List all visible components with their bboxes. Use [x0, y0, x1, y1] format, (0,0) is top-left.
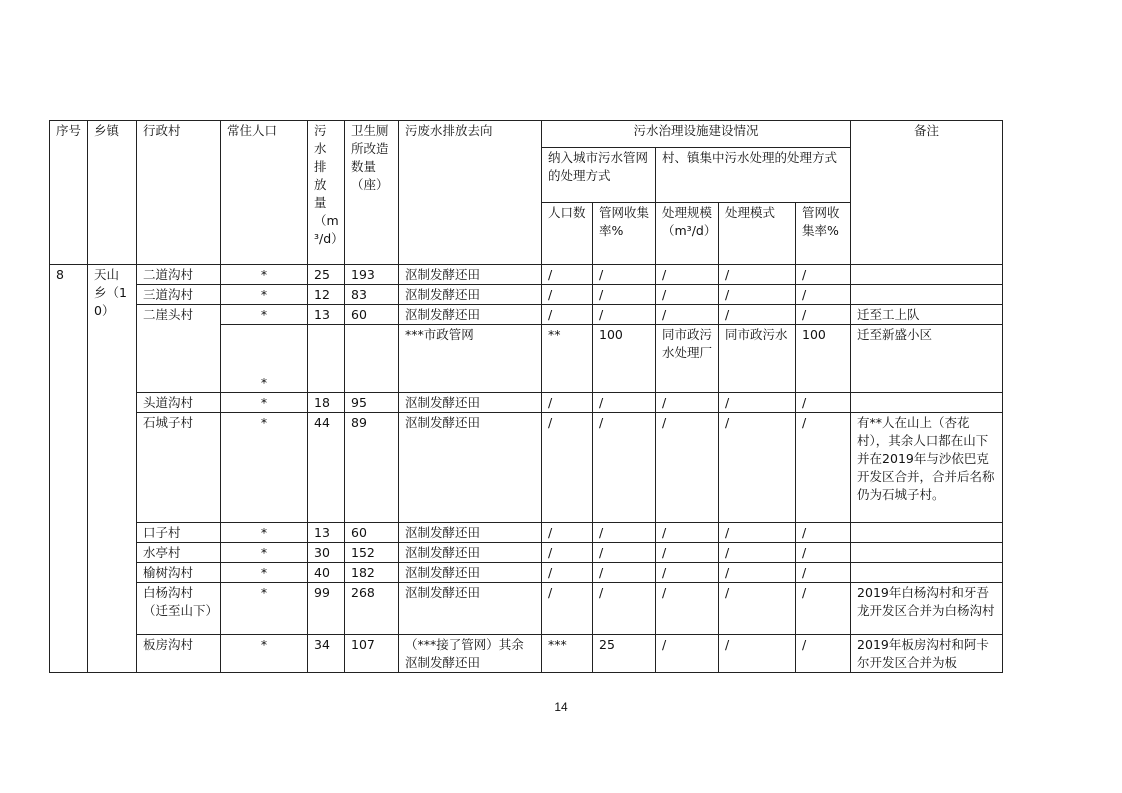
- discharge-cell: 沤制发酵还田: [399, 583, 542, 635]
- scale-cell: /: [656, 563, 719, 583]
- population-count-cell: /: [542, 285, 593, 305]
- scale-cell: /: [656, 413, 719, 523]
- village-cell: 榆树沟村: [137, 563, 221, 583]
- village-cell: 三道沟村: [137, 285, 221, 305]
- population-cell: *: [221, 563, 308, 583]
- header-remark: 备注: [851, 121, 1003, 265]
- toilet-count-cell: 89: [345, 413, 399, 523]
- discharge-cell: 沤制发酵还田: [399, 413, 542, 523]
- remark-cell: 迁至新盛小区: [851, 325, 1003, 393]
- remark-cell: 有**人在山上（杏花村），其余人口都在山下并在2019年与沙依巴克开发区合并，合并后名称仍为石城子村。: [851, 413, 1003, 523]
- remark-cell: [851, 265, 1003, 285]
- pipe-rate-cell: /: [796, 413, 851, 523]
- mode-cell: /: [719, 543, 796, 563]
- collection-rate-cell: 25: [593, 635, 656, 673]
- volume-cell: 99: [308, 583, 345, 635]
- collection-rate-cell: /: [593, 393, 656, 413]
- table-row: [50, 563, 1003, 583]
- table-row: [50, 583, 1003, 635]
- header-seq: 序号: [50, 121, 88, 265]
- population-cell: *: [221, 583, 308, 635]
- village-cell: 板房沟村: [137, 635, 221, 673]
- volume-cell: 30: [308, 543, 345, 563]
- collection-rate-cell: /: [593, 265, 656, 285]
- population-cell: *: [221, 635, 308, 673]
- population-cell: *: [221, 325, 308, 393]
- table-row: [50, 523, 1003, 543]
- population-count-cell: /: [542, 413, 593, 523]
- scale-cell: /: [656, 305, 719, 325]
- discharge-cell: 沤制发酵还田: [399, 393, 542, 413]
- header-collection-rate: 管网收集率%: [593, 203, 656, 265]
- scale-cell: /: [656, 523, 719, 543]
- scale-cell: /: [656, 583, 719, 635]
- remark-cell: 迁至工上队: [851, 305, 1003, 325]
- population-cell: *: [221, 413, 308, 523]
- pipe-rate-cell: /: [796, 523, 851, 543]
- population-cell: *: [221, 265, 308, 285]
- pipe-rate-cell: /: [796, 305, 851, 325]
- population-count-cell: /: [542, 305, 593, 325]
- collection-rate-cell: /: [593, 563, 656, 583]
- toilet-count-cell: 60: [345, 305, 399, 325]
- remark-cell: [851, 393, 1003, 413]
- header-mode: 处理模式: [719, 203, 796, 265]
- header-village-treatment: 村、镇集中污水处理的处理方式: [656, 148, 851, 203]
- header-city-network: 纳入城市污水管网的处理方式: [542, 148, 656, 203]
- table-row: [50, 543, 1003, 563]
- village-cell: 口子村: [137, 523, 221, 543]
- population-count-cell: /: [542, 543, 593, 563]
- pipe-rate-cell: /: [796, 265, 851, 285]
- population-count-cell: /: [542, 393, 593, 413]
- volume-cell: 44: [308, 413, 345, 523]
- collection-rate-cell: 100: [593, 325, 656, 393]
- remark-cell: 2019年板房沟村和阿卡尔开发区合并为板: [851, 635, 1003, 673]
- scale-cell: /: [656, 635, 719, 673]
- toilet-count-cell: 60: [345, 523, 399, 543]
- remark-cell: 2019年白杨沟村和牙吾龙开发区合并为白杨沟村: [851, 583, 1003, 635]
- mode-cell: /: [719, 563, 796, 583]
- toilet-count-cell: 268: [345, 583, 399, 635]
- volume-cell: 18: [308, 393, 345, 413]
- discharge-cell: 沤制发酵还田: [399, 265, 542, 285]
- village-cell: 白杨沟村（迁至山下）: [137, 583, 221, 635]
- header-pop-count: 人口数: [542, 203, 593, 265]
- scale-cell: /: [656, 543, 719, 563]
- population-cell: *: [221, 305, 308, 325]
- pipe-rate-cell: 100: [796, 325, 851, 393]
- volume-cell: 13: [308, 523, 345, 543]
- population-count-cell: /: [542, 523, 593, 543]
- discharge-cell: ***市政管网: [399, 325, 542, 393]
- discharge-cell: （***接了管网）其余沤制发酵还田: [399, 635, 542, 673]
- collection-rate-cell: /: [593, 543, 656, 563]
- mode-cell: /: [719, 265, 796, 285]
- population-cell: *: [221, 393, 308, 413]
- pipe-rate-cell: /: [796, 635, 851, 673]
- table-row: [50, 635, 1003, 673]
- pipe-rate-cell: /: [796, 285, 851, 305]
- discharge-cell: 沤制发酵还田: [399, 543, 542, 563]
- population-count-cell: /: [542, 583, 593, 635]
- discharge-cell: 沤制发酵还田: [399, 563, 542, 583]
- header-scale: 处理规模（m³/d）: [656, 203, 719, 265]
- toilet-count-cell: 83: [345, 285, 399, 305]
- population-cell: *: [221, 523, 308, 543]
- remark-cell: [851, 563, 1003, 583]
- pipe-rate-cell: /: [796, 583, 851, 635]
- collection-rate-cell: /: [593, 583, 656, 635]
- population-cell: *: [221, 543, 308, 563]
- mode-cell: /: [719, 523, 796, 543]
- header-population: 常住人口: [221, 121, 308, 265]
- toilet-count-cell: 182: [345, 563, 399, 583]
- mode-cell: /: [719, 285, 796, 305]
- header-toilet-count: 卫生厕所改造数量（座）: [345, 121, 399, 265]
- table-row: [50, 265, 1003, 285]
- mode-cell: /: [719, 635, 796, 673]
- remark-cell: [851, 523, 1003, 543]
- mode-cell: /: [719, 305, 796, 325]
- village-cell: 二道沟村: [137, 265, 221, 285]
- volume-cell: 12: [308, 285, 345, 305]
- pipe-rate-cell: /: [796, 563, 851, 583]
- toilet-count-cell: 107: [345, 635, 399, 673]
- header-facility: 污水治理设施建设情况: [542, 121, 851, 148]
- volume-cell: 13: [308, 305, 345, 325]
- scale-cell: /: [656, 393, 719, 413]
- population-cell: *: [221, 285, 308, 305]
- pipe-rate-cell: /: [796, 393, 851, 413]
- header-discharge: 污废水排放去向: [399, 121, 542, 265]
- header-town: 乡镇: [88, 121, 137, 265]
- volume-cell: 40: [308, 563, 345, 583]
- volume-cell: [308, 325, 345, 393]
- village-cell: 水亭村: [137, 543, 221, 563]
- header-sewage-volume: 污水排放量（m³/d）: [308, 121, 345, 265]
- scale-cell: /: [656, 285, 719, 305]
- sewage-facility-table: [49, 120, 1003, 673]
- village-cell: 二崖头村: [137, 305, 221, 393]
- collection-rate-cell: /: [593, 413, 656, 523]
- village-cell: 头道沟村: [137, 393, 221, 413]
- table-body: [50, 265, 1003, 673]
- population-count-cell: /: [542, 563, 593, 583]
- seq-cell: 8: [50, 265, 88, 673]
- header-village: 行政村: [137, 121, 221, 265]
- scale-cell: /: [656, 265, 719, 285]
- collection-rate-cell: /: [593, 523, 656, 543]
- toilet-count-cell: [345, 325, 399, 393]
- village-cell: 石城子村: [137, 413, 221, 523]
- remark-cell: [851, 285, 1003, 305]
- pipe-rate-cell: /: [796, 543, 851, 563]
- scale-cell: 同市政污水处理厂: [656, 325, 719, 393]
- toilet-count-cell: 95: [345, 393, 399, 413]
- collection-rate-cell: /: [593, 285, 656, 305]
- mode-cell: 同市政污水: [719, 325, 796, 393]
- table-row: [50, 305, 1003, 325]
- discharge-cell: 沤制发酵还田: [399, 523, 542, 543]
- remark-cell: [851, 543, 1003, 563]
- collection-rate-cell: /: [593, 305, 656, 325]
- toilet-count-cell: 193: [345, 265, 399, 285]
- page-number: 14: [554, 700, 568, 714]
- toilet-count-cell: 152: [345, 543, 399, 563]
- discharge-cell: 沤制发酵还田: [399, 285, 542, 305]
- population-count-cell: ***: [542, 635, 593, 673]
- volume-cell: 34: [308, 635, 345, 673]
- mode-cell: /: [719, 413, 796, 523]
- header-pipe-rate: 管网收集率%: [796, 203, 851, 265]
- volume-cell: 25: [308, 265, 345, 285]
- table-row: [50, 413, 1003, 523]
- mode-cell: /: [719, 583, 796, 635]
- town-cell: 天山乡（10）: [88, 265, 137, 673]
- population-count-cell: **: [542, 325, 593, 393]
- mode-cell: /: [719, 393, 796, 413]
- discharge-cell: 沤制发酵还田: [399, 305, 542, 325]
- table-row: [50, 393, 1003, 413]
- table-row: [50, 285, 1003, 305]
- population-count-cell: /: [542, 265, 593, 285]
